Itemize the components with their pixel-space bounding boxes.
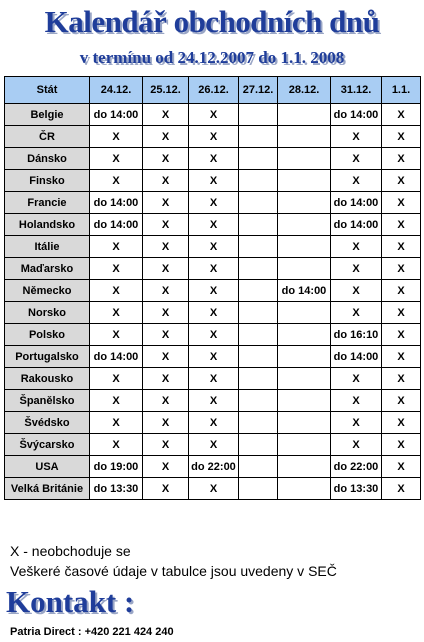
status-cell: X xyxy=(189,126,239,148)
table-row xyxy=(5,302,421,324)
table-row xyxy=(5,280,421,302)
status-cell xyxy=(239,280,278,302)
status-cell: X xyxy=(143,456,189,478)
status-cell xyxy=(239,302,278,324)
status-cell: do 14:00 xyxy=(331,214,382,236)
table-row xyxy=(5,324,421,346)
status-cell xyxy=(239,148,278,170)
status-cell: X xyxy=(331,148,382,170)
status-cell: X xyxy=(382,478,421,500)
status-cell: X xyxy=(189,412,239,434)
country-cell: Maďarsko xyxy=(5,258,90,280)
country-cell: ČR xyxy=(5,126,90,148)
table-row xyxy=(5,456,421,478)
status-cell xyxy=(278,126,331,148)
table-body xyxy=(5,104,421,500)
header-date: 31.12. xyxy=(331,77,382,104)
status-cell: X xyxy=(90,170,143,192)
page-title: Kalendář obchodních dnů xyxy=(44,4,380,39)
table-row xyxy=(5,214,421,236)
status-cell: X xyxy=(382,368,421,390)
status-cell: X xyxy=(143,258,189,280)
status-cell xyxy=(278,456,331,478)
status-cell: X xyxy=(90,126,143,148)
country-cell: Holandsko xyxy=(5,214,90,236)
status-cell: X xyxy=(90,324,143,346)
country-cell: Portugalsko xyxy=(5,346,90,368)
status-cell xyxy=(239,390,278,412)
country-cell: Francie xyxy=(5,192,90,214)
status-cell: X xyxy=(331,412,382,434)
status-cell: X xyxy=(331,280,382,302)
status-cell: do 13:30 xyxy=(331,478,382,500)
status-cell xyxy=(278,434,331,456)
status-cell: X xyxy=(143,126,189,148)
status-cell: X xyxy=(143,302,189,324)
header-date: 28.12. xyxy=(278,77,331,104)
status-cell: X xyxy=(382,302,421,324)
status-cell: do 22:00 xyxy=(331,456,382,478)
status-cell: do 14:00 xyxy=(331,346,382,368)
status-cell: X xyxy=(189,346,239,368)
status-cell: X xyxy=(382,148,421,170)
status-cell xyxy=(278,302,331,324)
status-cell xyxy=(239,346,278,368)
country-cell: Belgie xyxy=(5,104,90,126)
table-row xyxy=(5,478,421,500)
status-cell: X xyxy=(143,170,189,192)
status-cell xyxy=(278,390,331,412)
status-cell xyxy=(239,478,278,500)
page-subtitle: v termínu od 24.12.2007 do 1.1. 2008 xyxy=(79,48,345,67)
status-cell xyxy=(239,412,278,434)
table-row xyxy=(5,236,421,258)
country-cell: Norsko xyxy=(5,302,90,324)
status-cell: X xyxy=(90,302,143,324)
status-cell: X xyxy=(189,434,239,456)
status-cell: X xyxy=(331,258,382,280)
country-cell: Itálie xyxy=(5,236,90,258)
status-cell: X xyxy=(382,104,421,126)
status-cell: X xyxy=(143,412,189,434)
country-cell: USA xyxy=(5,456,90,478)
status-cell: do 13:30 xyxy=(90,478,143,500)
header-country: Stát xyxy=(5,77,90,104)
country-cell: Finsko xyxy=(5,170,90,192)
table-row xyxy=(5,126,421,148)
status-cell: X xyxy=(90,148,143,170)
status-cell: X xyxy=(189,148,239,170)
status-cell xyxy=(278,236,331,258)
status-cell xyxy=(278,192,331,214)
status-cell: X xyxy=(143,478,189,500)
status-cell: X xyxy=(331,390,382,412)
country-cell: Švýcarsko xyxy=(5,434,90,456)
status-cell: X xyxy=(382,214,421,236)
status-cell: X xyxy=(90,280,143,302)
status-cell: do 14:00 xyxy=(90,346,143,368)
status-cell: X xyxy=(382,258,421,280)
status-cell: do 16:10 xyxy=(331,324,382,346)
status-cell: X xyxy=(189,214,239,236)
status-cell: X xyxy=(382,390,421,412)
status-cell: X xyxy=(382,192,421,214)
status-cell: do 14:00 xyxy=(331,104,382,126)
status-cell: X xyxy=(143,104,189,126)
status-cell: X xyxy=(90,390,143,412)
status-cell: X xyxy=(143,280,189,302)
status-cell: X xyxy=(143,346,189,368)
status-cell xyxy=(278,258,331,280)
status-cell: X xyxy=(189,104,239,126)
status-cell xyxy=(278,170,331,192)
status-cell: X xyxy=(331,236,382,258)
status-cell: do 14:00 xyxy=(90,104,143,126)
status-cell: do 14:00 xyxy=(331,192,382,214)
status-cell: X xyxy=(382,434,421,456)
trading-days-table xyxy=(4,76,421,500)
table-header-row xyxy=(5,77,421,104)
contact-heading: Kontakt : xyxy=(6,584,135,619)
table-row xyxy=(5,434,421,456)
table-row xyxy=(5,258,421,280)
status-cell: X xyxy=(189,368,239,390)
status-cell: X xyxy=(189,192,239,214)
status-cell: X xyxy=(143,434,189,456)
header-date: 25.12. xyxy=(143,77,189,104)
status-cell: X xyxy=(382,236,421,258)
status-cell: X xyxy=(90,412,143,434)
country-cell: Rakousko xyxy=(5,368,90,390)
status-cell: X xyxy=(189,390,239,412)
status-cell: X xyxy=(331,368,382,390)
table-row xyxy=(5,346,421,368)
status-cell: X xyxy=(382,346,421,368)
status-cell xyxy=(278,214,331,236)
country-cell: Polsko xyxy=(5,324,90,346)
table-row xyxy=(5,368,421,390)
status-cell: X xyxy=(90,434,143,456)
status-cell xyxy=(278,104,331,126)
status-cell xyxy=(239,126,278,148)
header-date: 24.12. xyxy=(90,77,143,104)
status-cell: X xyxy=(382,170,421,192)
table-row xyxy=(5,148,421,170)
status-cell: X xyxy=(143,214,189,236)
status-cell: X xyxy=(143,368,189,390)
country-cell: Dánsko xyxy=(5,148,90,170)
status-cell: X xyxy=(143,192,189,214)
legend-text: X - neobchoduje se xyxy=(10,543,131,559)
contact-phone: Patria Direct : +420 221 424 240 xyxy=(10,626,174,638)
status-cell: do 14:00 xyxy=(90,214,143,236)
status-cell xyxy=(239,214,278,236)
country-cell: Velká Británie xyxy=(5,478,90,500)
table-row xyxy=(5,104,421,126)
status-cell: X xyxy=(382,412,421,434)
table-row xyxy=(5,192,421,214)
status-cell: X xyxy=(331,434,382,456)
status-cell: X xyxy=(189,258,239,280)
status-cell xyxy=(278,478,331,500)
status-cell xyxy=(239,192,278,214)
header-date: 26.12. xyxy=(189,77,239,104)
status-cell: X xyxy=(90,258,143,280)
status-cell xyxy=(278,368,331,390)
status-cell: X xyxy=(90,368,143,390)
status-cell: X xyxy=(189,280,239,302)
status-cell: do 19:00 xyxy=(90,456,143,478)
status-cell xyxy=(239,170,278,192)
status-cell xyxy=(278,412,331,434)
status-cell: X xyxy=(382,456,421,478)
table-row xyxy=(5,412,421,434)
status-cell: do 22:00 xyxy=(189,456,239,478)
status-cell: X xyxy=(382,324,421,346)
header-date: 1.1. xyxy=(382,77,421,104)
status-cell: X xyxy=(331,126,382,148)
status-cell: X xyxy=(382,126,421,148)
status-cell: X xyxy=(331,302,382,324)
country-cell: Švédsko xyxy=(5,412,90,434)
status-cell: X xyxy=(189,478,239,500)
status-cell: do 14:00 xyxy=(278,280,331,302)
status-cell: X xyxy=(143,390,189,412)
status-cell xyxy=(239,368,278,390)
status-cell xyxy=(239,236,278,258)
status-cell xyxy=(239,456,278,478)
status-cell: X xyxy=(90,236,143,258)
status-cell: X xyxy=(189,302,239,324)
status-cell xyxy=(239,258,278,280)
timezone-note: Veškeré časové údaje v tabulce jsou uvedeny v SEČ xyxy=(10,563,337,579)
status-cell xyxy=(278,148,331,170)
table-row xyxy=(5,390,421,412)
status-cell xyxy=(278,346,331,368)
status-cell xyxy=(239,324,278,346)
header-date: 27.12. xyxy=(239,77,278,104)
status-cell xyxy=(239,104,278,126)
status-cell: X xyxy=(143,236,189,258)
status-cell: X xyxy=(382,280,421,302)
status-cell: X xyxy=(189,236,239,258)
table-row xyxy=(5,170,421,192)
country-cell: Španělsko xyxy=(5,390,90,412)
status-cell xyxy=(278,324,331,346)
status-cell: X xyxy=(143,324,189,346)
status-cell: X xyxy=(189,324,239,346)
country-cell: Německo xyxy=(5,280,90,302)
status-cell: do 14:00 xyxy=(90,192,143,214)
status-cell: X xyxy=(143,148,189,170)
status-cell xyxy=(239,434,278,456)
status-cell: X xyxy=(331,170,382,192)
status-cell: X xyxy=(189,170,239,192)
